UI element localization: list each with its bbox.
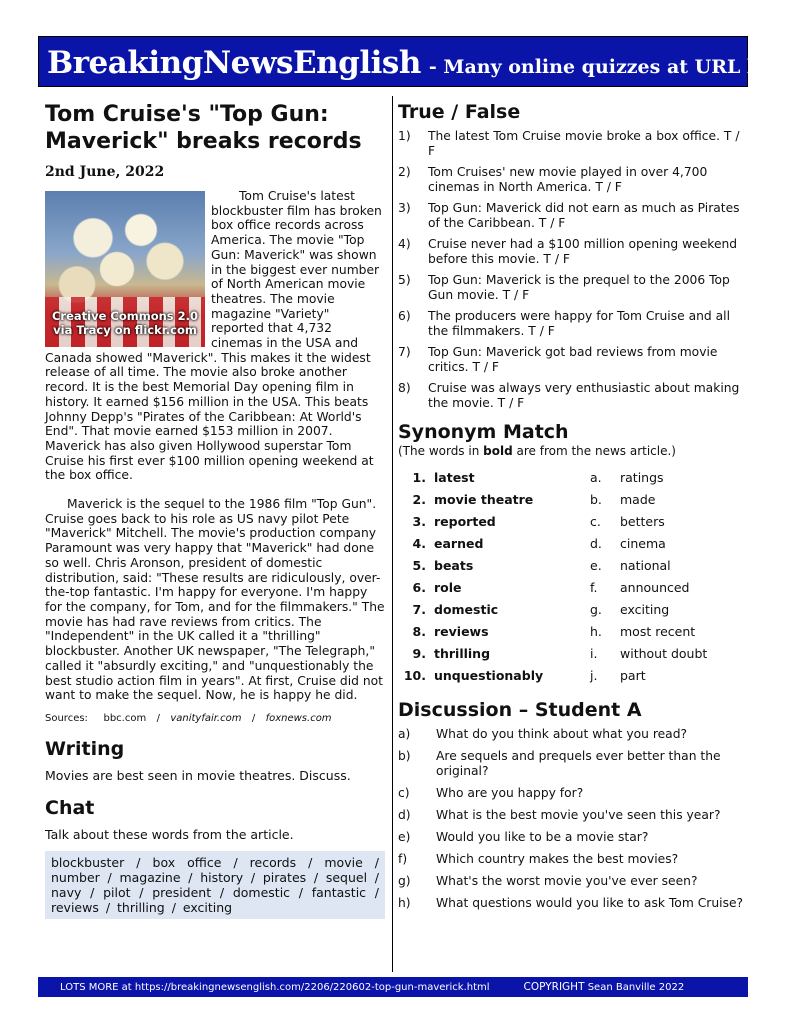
footer-copyright: COPYRIGHT Sean Banville 2022 <box>523 981 685 993</box>
discussion-item: b) Are sequels and prequels ever better than the original? <box>398 749 721 778</box>
true-false-item: 1) The latest Tom Cruise movie broke a box office. T / F <box>398 129 740 158</box>
source-foxnews: foxnews.com <box>265 712 332 724</box>
true-false-item: 4) Cruise never had a $100 million opening weekend before this movie. T / F <box>398 237 738 266</box>
chat-word-list: blockbuster / box office / records / movie / number / magazine / history / pirates / sequel / navy / pilot / president / domestic / fantastic / reviews / thrilling / exciting <box>45 851 385 919</box>
true-false-list <box>398 129 748 411</box>
writing-prompt: Movies are best seen in movie theatres. Discuss. <box>45 767 351 783</box>
synonym-row: 10. unquestionably j. part <box>403 667 646 683</box>
true-false-item: 2) Tom Cruises' new movie played in over 4,700 cinemas in North America. T / F <box>398 165 708 194</box>
synonym-table <box>398 466 748 686</box>
article-date: 2nd June, 2022 <box>45 164 165 180</box>
brand-name: BreakingNewsEnglish <box>47 45 421 81</box>
popcorn-photo <box>45 191 205 347</box>
article-paragraph-2: Maverick is the sequel to the 1986 film "Top Gun". Cruise goes back to his role as US navy pilot Pete "Maverick" Mitchell. The movie's production company Paramount was very happy that "Maverick" had done so well. Chris Aronson, president of domestic distribution, said: "These results are ridiculously, over-the-top fantastic. I'm happy for everyone. I'm happy for the company, for Tom, and for the filmmakers." The movie has had rave reviews from critics. The "Independent" in the UK called it a "thrilling" blockbuster. Another UK newspaper, "The Telegraph," called it "absurdly exciting," and "unquestionably the best studio action film in years". At first, Cruise did not want to make the sequel. Now, he is happy he did. <box>45 497 385 703</box>
sources-line <box>45 713 385 724</box>
chat-instruction: Talk about these words from the article. <box>45 826 294 842</box>
synonym-row: 6. role f. announced <box>412 579 690 595</box>
true-false-item: 3) Top Gun: Maverick did not earn as much as Pirates of the Caribbean. T / F <box>398 201 740 230</box>
discussion-item: e) Would you like to be a movie star? <box>398 830 649 844</box>
discussion-item: c) Who are you happy for? <box>398 786 584 800</box>
chat-heading: Chat <box>45 796 95 819</box>
discussion-item: f) Which country makes the best movies? <box>398 852 679 866</box>
right-column <box>398 96 748 918</box>
left-column <box>45 96 385 919</box>
source-bbc: bbc.com <box>103 712 147 724</box>
true-false-item: 5) Top Gun: Maverick is the prequel to the 2006 Top Gun movie. T / F <box>398 273 730 302</box>
synonym-row: 9. thrilling i. without doubt <box>412 645 708 661</box>
article-body <box>45 189 385 703</box>
article-title: Tom Cruise's "Top Gun: Maverick" breaks records <box>45 102 362 154</box>
true-false-heading: True / False <box>398 101 521 123</box>
discussion-item: g) What's the worst movie you've ever seen? <box>398 874 698 888</box>
source-separator: / <box>251 712 256 724</box>
discussion-item: d) What is the best movie you've seen this year? <box>398 808 721 822</box>
synonym-row: 4. earned d. cinema <box>412 535 666 551</box>
footer-bar <box>38 977 748 997</box>
article-paragraph-1: Tom Cruise's latest blockbuster film has broken box office records across America. The movie "Top Gun: Maverick" was shown in the biggest ever number of North American movie theatres. The movie magazine "Variety" reported that 4,732 cinemas in the USA and Canada showed "Maverick". This makes it the widest release of all time. The movie also broke another record. It is the best Memorial Day opening film in history. It earned $156 million in the USA. This beats Johnny Depp's "Pirates of the Caribbean: At World's End". That movie earned $153 million in 2007. Maverick has also given Hollywood superstar Tom Cruise his first ever $100 million opening weekend at the box office. <box>45 189 382 483</box>
synonym-row: 2. movie theatre b. made <box>412 491 656 507</box>
photo-credit-line-2: via Tracy on flickr.com <box>53 323 197 337</box>
true-false-item: 6) The producers were happy for Tom Cruise and all the filmmakers. T / F <box>398 309 730 338</box>
sources-label: Sources: <box>45 712 88 724</box>
synonym-row: 8. reviews h. most recent <box>412 623 696 639</box>
banner-tagline: - Many online quizzes at URL below <box>428 56 809 78</box>
true-false-item: 8) Cruise was always very enthusiastic about making the movie. T / F <box>398 381 740 410</box>
writing-heading: Writing <box>45 737 125 760</box>
discussion-item: a) What do you think about what you read? <box>398 727 688 741</box>
discussion-list <box>398 727 748 911</box>
synonym-row: 3. reported c. betters <box>412 513 665 529</box>
synonym-row: 7. domestic g. exciting <box>412 601 670 617</box>
discussion-item: h) What questions would you like to ask Tom Cruise? <box>398 896 744 910</box>
true-false-item: 7) Top Gun: Maverick got bad reviews from movie critics. T / F <box>398 345 718 374</box>
synonym-instruction: (The words in bold are from the news article.) <box>398 444 676 458</box>
synonym-row: 1. latest a. ratings <box>412 469 664 485</box>
column-divider <box>392 96 393 972</box>
photo-credit-line-1: Creative Commons 2.0 <box>51 309 199 323</box>
source-separator: / <box>156 712 160 724</box>
source-vanityfair: vanityfair.com <box>170 712 242 724</box>
footer-more-link[interactable]: LOTS MORE at https://breakingnewsenglish.com/2206/220602-top-gun-maverick.html <box>60 981 490 993</box>
discussion-heading: Discussion – Student A <box>398 699 642 721</box>
site-banner <box>38 36 809 87</box>
synonym-heading: Synonym Match <box>398 421 569 443</box>
synonym-row: 5. beats e. national <box>412 557 671 573</box>
photo-credit <box>45 309 205 337</box>
